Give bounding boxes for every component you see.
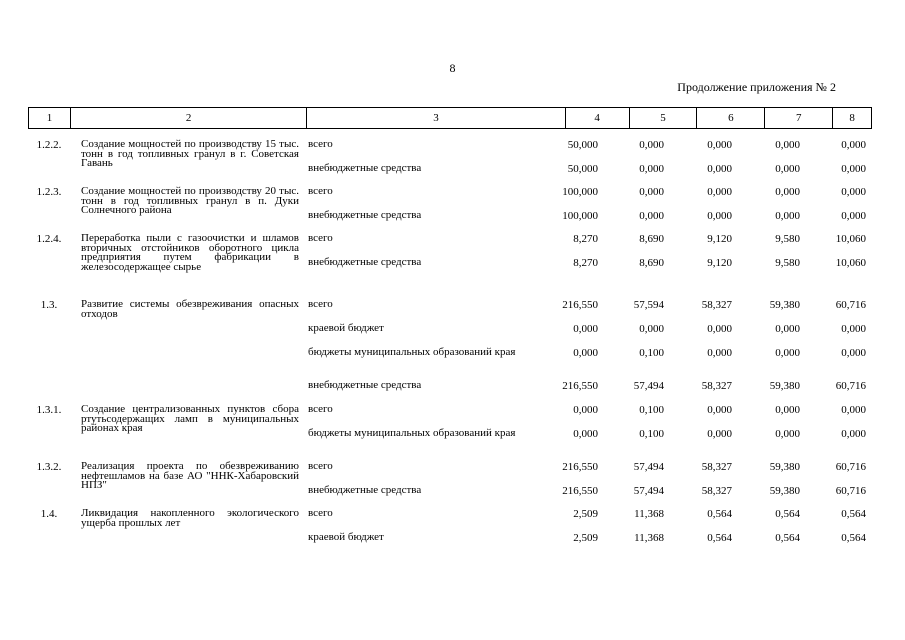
value-col-4: 100,000 [562,210,598,222]
value-col-7: 0,564 [775,508,800,520]
page-number: 8 [449,61,456,75]
row-description: Реализация проекта по обезвреживанию нефтешламов на базе АО "ННК-Хабаровский НПЗ" [81,460,299,491]
value-col-6: 0,564 [707,532,732,544]
value-col-6: 0,000 [707,139,732,151]
funding-source: краевой бюджет [308,322,384,334]
value-col-4: 216,550 [562,485,598,497]
header-col-5: 5 [630,108,698,128]
row-code: 1.2.3. [36,186,62,198]
value-col-8: 60,716 [835,485,866,497]
value-col-5: 0,100 [639,428,664,440]
value-col-5: 57,494 [633,380,664,392]
value-col-5: 11,368 [634,532,664,544]
value-col-8: 0,000 [841,347,866,359]
value-col-6: 9,120 [707,233,732,245]
funding-source: краевой бюджет [308,531,384,543]
row-code: 1.2.4. [36,233,62,245]
value-col-4: 0,000 [573,404,598,416]
row-description: Создание мощностей по производству 20 тыс. тонн в год топливных гранул в п. Дуки Солнечного района [81,185,299,216]
value-col-7: 0,000 [775,428,800,440]
value-col-4: 2,509 [573,508,598,520]
value-col-7: 59,380 [769,380,800,392]
funding-source: всего [308,460,333,472]
row-code: 1.2.2. [36,139,62,151]
value-col-8: 0,000 [841,323,866,335]
value-col-8: 60,716 [835,299,866,311]
funding-source: внебюджетные средства [308,256,422,268]
value-col-5: 0,100 [639,347,664,359]
value-col-5: 57,494 [633,485,664,497]
value-col-8: 0,000 [841,210,866,222]
value-col-8: 0,000 [841,186,866,198]
header-col-6: 6 [697,108,765,128]
value-col-6: 0,000 [707,186,732,198]
row-description: Развитие системы обезвреживания опасных отходов [81,298,299,320]
funding-source: всего [308,232,333,244]
value-col-5: 8,690 [639,257,664,269]
appendix-caption: Продолжение приложения № 2 [677,80,836,94]
funding-source: всего [308,138,333,150]
value-col-4: 0,000 [573,347,598,359]
value-col-5: 11,368 [634,508,664,520]
value-col-5: 57,494 [633,461,664,473]
value-col-7: 0,000 [775,404,800,416]
value-col-8: 60,716 [835,380,866,392]
value-col-4: 8,270 [573,233,598,245]
value-col-8: 0,564 [841,508,866,520]
value-col-8: 0,000 [841,163,866,175]
value-col-6: 9,120 [707,257,732,269]
value-col-6: 58,327 [701,380,732,392]
value-col-7: 9,580 [775,233,800,245]
funding-source: внебюджетные средства [308,484,422,496]
value-col-6: 0,000 [707,347,732,359]
value-col-8: 0,000 [841,404,866,416]
value-col-4: 216,550 [562,380,598,392]
value-col-5: 57,594 [633,299,664,311]
funding-source: бюджеты муниципальных образований края [308,427,516,439]
funding-source: всего [308,507,333,519]
value-col-5: 0,000 [639,163,664,175]
row-description: Создание мощностей по производству 15 тыс. тонн в год топливных гранул в г. Советская Гавань [81,138,299,169]
header-col-7: 7 [765,108,833,128]
value-col-4: 216,550 [562,299,598,311]
funding-source: бюджеты муниципальных образований края [308,346,516,358]
row-description: Создание централизованных пунктов сбора ртутьсодержащих ламп в муниципальных районах края [81,403,299,434]
value-col-6: 0,000 [707,163,732,175]
value-col-8: 10,060 [835,257,866,269]
value-col-4: 100,000 [562,186,598,198]
row-code: 1.4. [40,508,58,520]
funding-source: всего [308,403,333,415]
header-col-4: 4 [566,108,630,128]
value-col-6: 0,000 [707,323,732,335]
value-col-6: 0,000 [707,404,732,416]
value-col-4: 50,000 [567,163,598,175]
header-col-1: 1 [29,108,71,128]
value-col-4: 216,550 [562,461,598,473]
value-col-7: 0,000 [775,163,800,175]
value-col-8: 10,060 [835,233,866,245]
value-col-5: 0,000 [639,323,664,335]
value-col-7: 59,380 [769,461,800,473]
value-col-6: 58,327 [701,299,732,311]
funding-source: всего [308,185,333,197]
value-col-4: 0,000 [573,428,598,440]
value-col-6: 0,000 [707,210,732,222]
value-col-7: 59,380 [769,299,800,311]
header-col-3: 3 [307,108,565,128]
value-col-7: 0,564 [775,532,800,544]
value-col-5: 0,100 [639,404,664,416]
funding-source: внебюджетные средства [308,162,422,174]
value-col-8: 0,000 [841,139,866,151]
value-col-4: 50,000 [567,139,598,151]
value-col-7: 0,000 [775,347,800,359]
header-col-2: 2 [71,108,307,128]
value-col-7: 0,000 [775,139,800,151]
value-col-6: 0,000 [707,428,732,440]
table-header [28,107,872,129]
value-col-7: 59,380 [769,485,800,497]
value-col-5: 0,000 [639,139,664,151]
row-description: Ликвидация накопленного экологического ущерба прошлых лет [81,507,299,529]
value-col-6: 0,564 [707,508,732,520]
row-code: 1.3.1. [36,404,62,416]
row-code: 1.3.2. [36,461,62,473]
value-col-6: 58,327 [701,461,732,473]
value-col-7: 0,000 [775,186,800,198]
row-description: Переработка пыли с газоочистки и шламов вторичных отстойников оборотного цикла предприятия путем фабрикации в железосодержащее сырье [81,232,299,273]
value-col-8: 60,716 [835,461,866,473]
value-col-7: 0,000 [775,210,800,222]
funding-source: внебюджетные средства [308,209,422,221]
funding-source: всего [308,298,333,310]
funding-source: внебюджетные средства [308,379,422,391]
value-col-8: 0,000 [841,428,866,440]
row-code: 1.3. [40,299,58,311]
value-col-4: 2,509 [573,532,598,544]
value-col-4: 8,270 [573,257,598,269]
header-col-8: 8 [849,112,855,124]
value-col-7: 9,580 [775,257,800,269]
value-col-5: 0,000 [639,186,664,198]
value-col-6: 58,327 [701,485,732,497]
value-col-5: 8,690 [639,233,664,245]
value-col-8: 0,564 [841,532,866,544]
value-col-7: 0,000 [775,323,800,335]
value-col-4: 0,000 [573,323,598,335]
value-col-5: 0,000 [639,210,664,222]
